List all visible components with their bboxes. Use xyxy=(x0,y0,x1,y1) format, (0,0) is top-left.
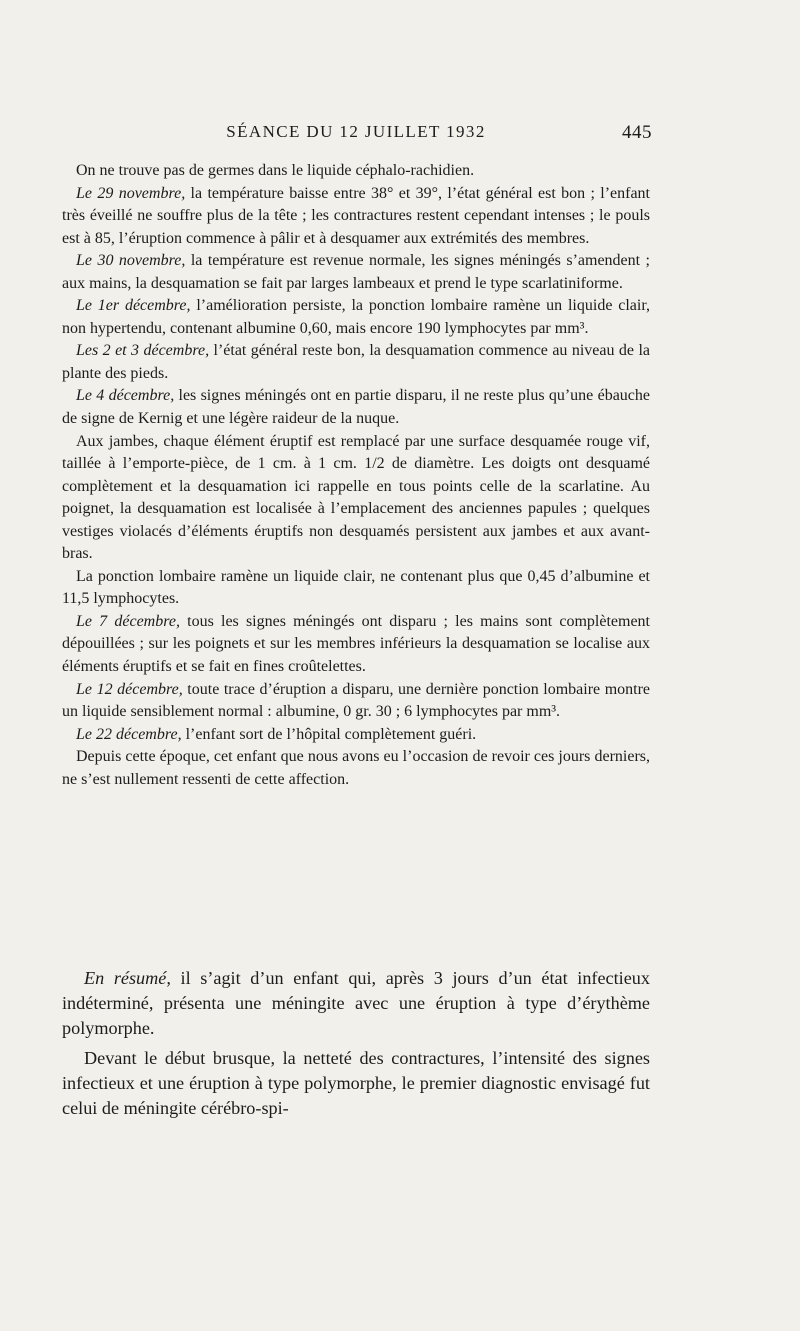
paragraph xyxy=(62,724,650,747)
paragraph-text: toute trace d’éruption a disparu, une dernière ponction lombaire montre un liquide sensiblement normal : albumine, 0 gr. 30 ; 6 lymphocytes par mm³. xyxy=(62,680,651,721)
paragraph xyxy=(62,966,650,1041)
paragraph xyxy=(62,679,650,724)
paragraph xyxy=(62,746,650,791)
case-report-text xyxy=(62,160,650,791)
header-title: SÉANCE DU 12 JUILLET 1932 xyxy=(226,122,486,141)
paragraph-lead: Le 30 novembre, xyxy=(76,252,186,270)
paragraph-lead: Le 7 décembre, xyxy=(76,612,180,630)
summary-text xyxy=(62,966,650,1126)
paragraph-text: Aux jambes, chaque élément éruptif est remplacé par une surface desquamée rouge vif, taillée à l’emporte-pièce, de 1 cm. à 1 cm. 1/2 de diamètre. Les doigts ont desquamé complètement et la desquamation ici rappelle en tous points celle de la scarlatine. Au poignet, la desquamation est localisée à l’emplacement des anciennes papules ; quelques vestiges violacés d’éléments éruptifs non desquamés persistent aux jambes et aux avant-bras. xyxy=(62,432,650,563)
paragraph-text: l’état général reste bon, la desquamation commence au niveau de la plante des pieds. xyxy=(62,342,650,382)
paragraph xyxy=(62,295,650,340)
paragraph-text: La ponction lombaire ramène un liquide clair, ne contenant plus que 0,45 d’albumine et 11,5 lymphocytes. xyxy=(62,567,650,608)
paragraph-lead: Le 1er décembre, xyxy=(76,297,191,315)
paragraph-text: les signes méningés ont en partie disparu, il ne reste plus qu’une ébauche de signe de Kernig et une légère raideur de la nuque. xyxy=(62,387,650,428)
page-number: 445 xyxy=(622,122,652,143)
paragraph xyxy=(62,250,650,295)
paragraph xyxy=(62,160,650,183)
paragraph-text: la température est revenue normale, les signes méningés s’amendent ; aux mains, la desquamation se fait par larges lambeaux et prend le type scarlatiniforme. xyxy=(62,252,650,292)
paragraph-text: la température baisse entre 38° et 39°, l’état général est bon ; l’enfant très éveillé ne souffre plus de la tête ; les contractures restent cependant intenses ; le pouls est à 85, l’éruption commence à pâlir et à desquamer aux extrémités des membres. xyxy=(62,184,651,247)
paragraph-lead: Le 12 décembre, xyxy=(76,680,183,698)
paragraph-text: Devant le début brusque, la netteté des contractures, l’intensité des signes infectieux et une éruption à type polymorphe, le premier diagnostic envisagé fut celui de méningite cérébro-spi- xyxy=(62,1048,650,1118)
paragraph xyxy=(62,340,650,385)
paragraph-lead: En résumé, xyxy=(84,968,171,988)
paragraph xyxy=(62,611,650,679)
paragraph-text: Depuis cette époque, cet enfant que nous avons eu l’occasion de revoir ces jours derniers, ne s’est nullement ressenti de cette affection. xyxy=(62,748,650,788)
paragraph-text: l’amélioration persiste, la ponction lombaire ramène un liquide clair, non hypertendu, contenant albumine 0,60, mais encore 190 lymphocytes par mm³. xyxy=(62,297,651,337)
paragraph-text: On ne trouve pas de germes dans le liquide céphalo-rachidien. xyxy=(76,162,475,179)
paragraph-text: tous les signes méningés ont disparu ; les mains sont complètement dépouillées ; sur les poignets et sur les membres inférieurs la desquamation se localise aux éléments éruptifs et se fait en fines croûtelettes. xyxy=(62,612,651,676)
paragraph-text: l’enfant sort de l’hôpital complètement guéri. xyxy=(181,725,477,743)
paragraph-lead: Le 29 novembre, xyxy=(76,184,186,202)
paragraph-lead: Le 4 décembre, xyxy=(76,387,175,405)
paragraph xyxy=(62,566,650,611)
paragraph xyxy=(62,183,650,251)
paragraph xyxy=(62,431,650,566)
paragraph xyxy=(62,385,650,430)
paragraph xyxy=(62,1046,650,1121)
paragraph-text: il s’agit d’un enfant qui, après 3 jours d’un état infectieux indéterminé, présenta une méningite avec une éruption à type d’érythème polymorphe. xyxy=(62,968,650,1038)
paragraph-lead: Le 22 décembre, xyxy=(76,725,182,743)
running-header xyxy=(62,122,650,146)
paragraph-lead: Les 2 et 3 décembre, xyxy=(76,342,210,360)
